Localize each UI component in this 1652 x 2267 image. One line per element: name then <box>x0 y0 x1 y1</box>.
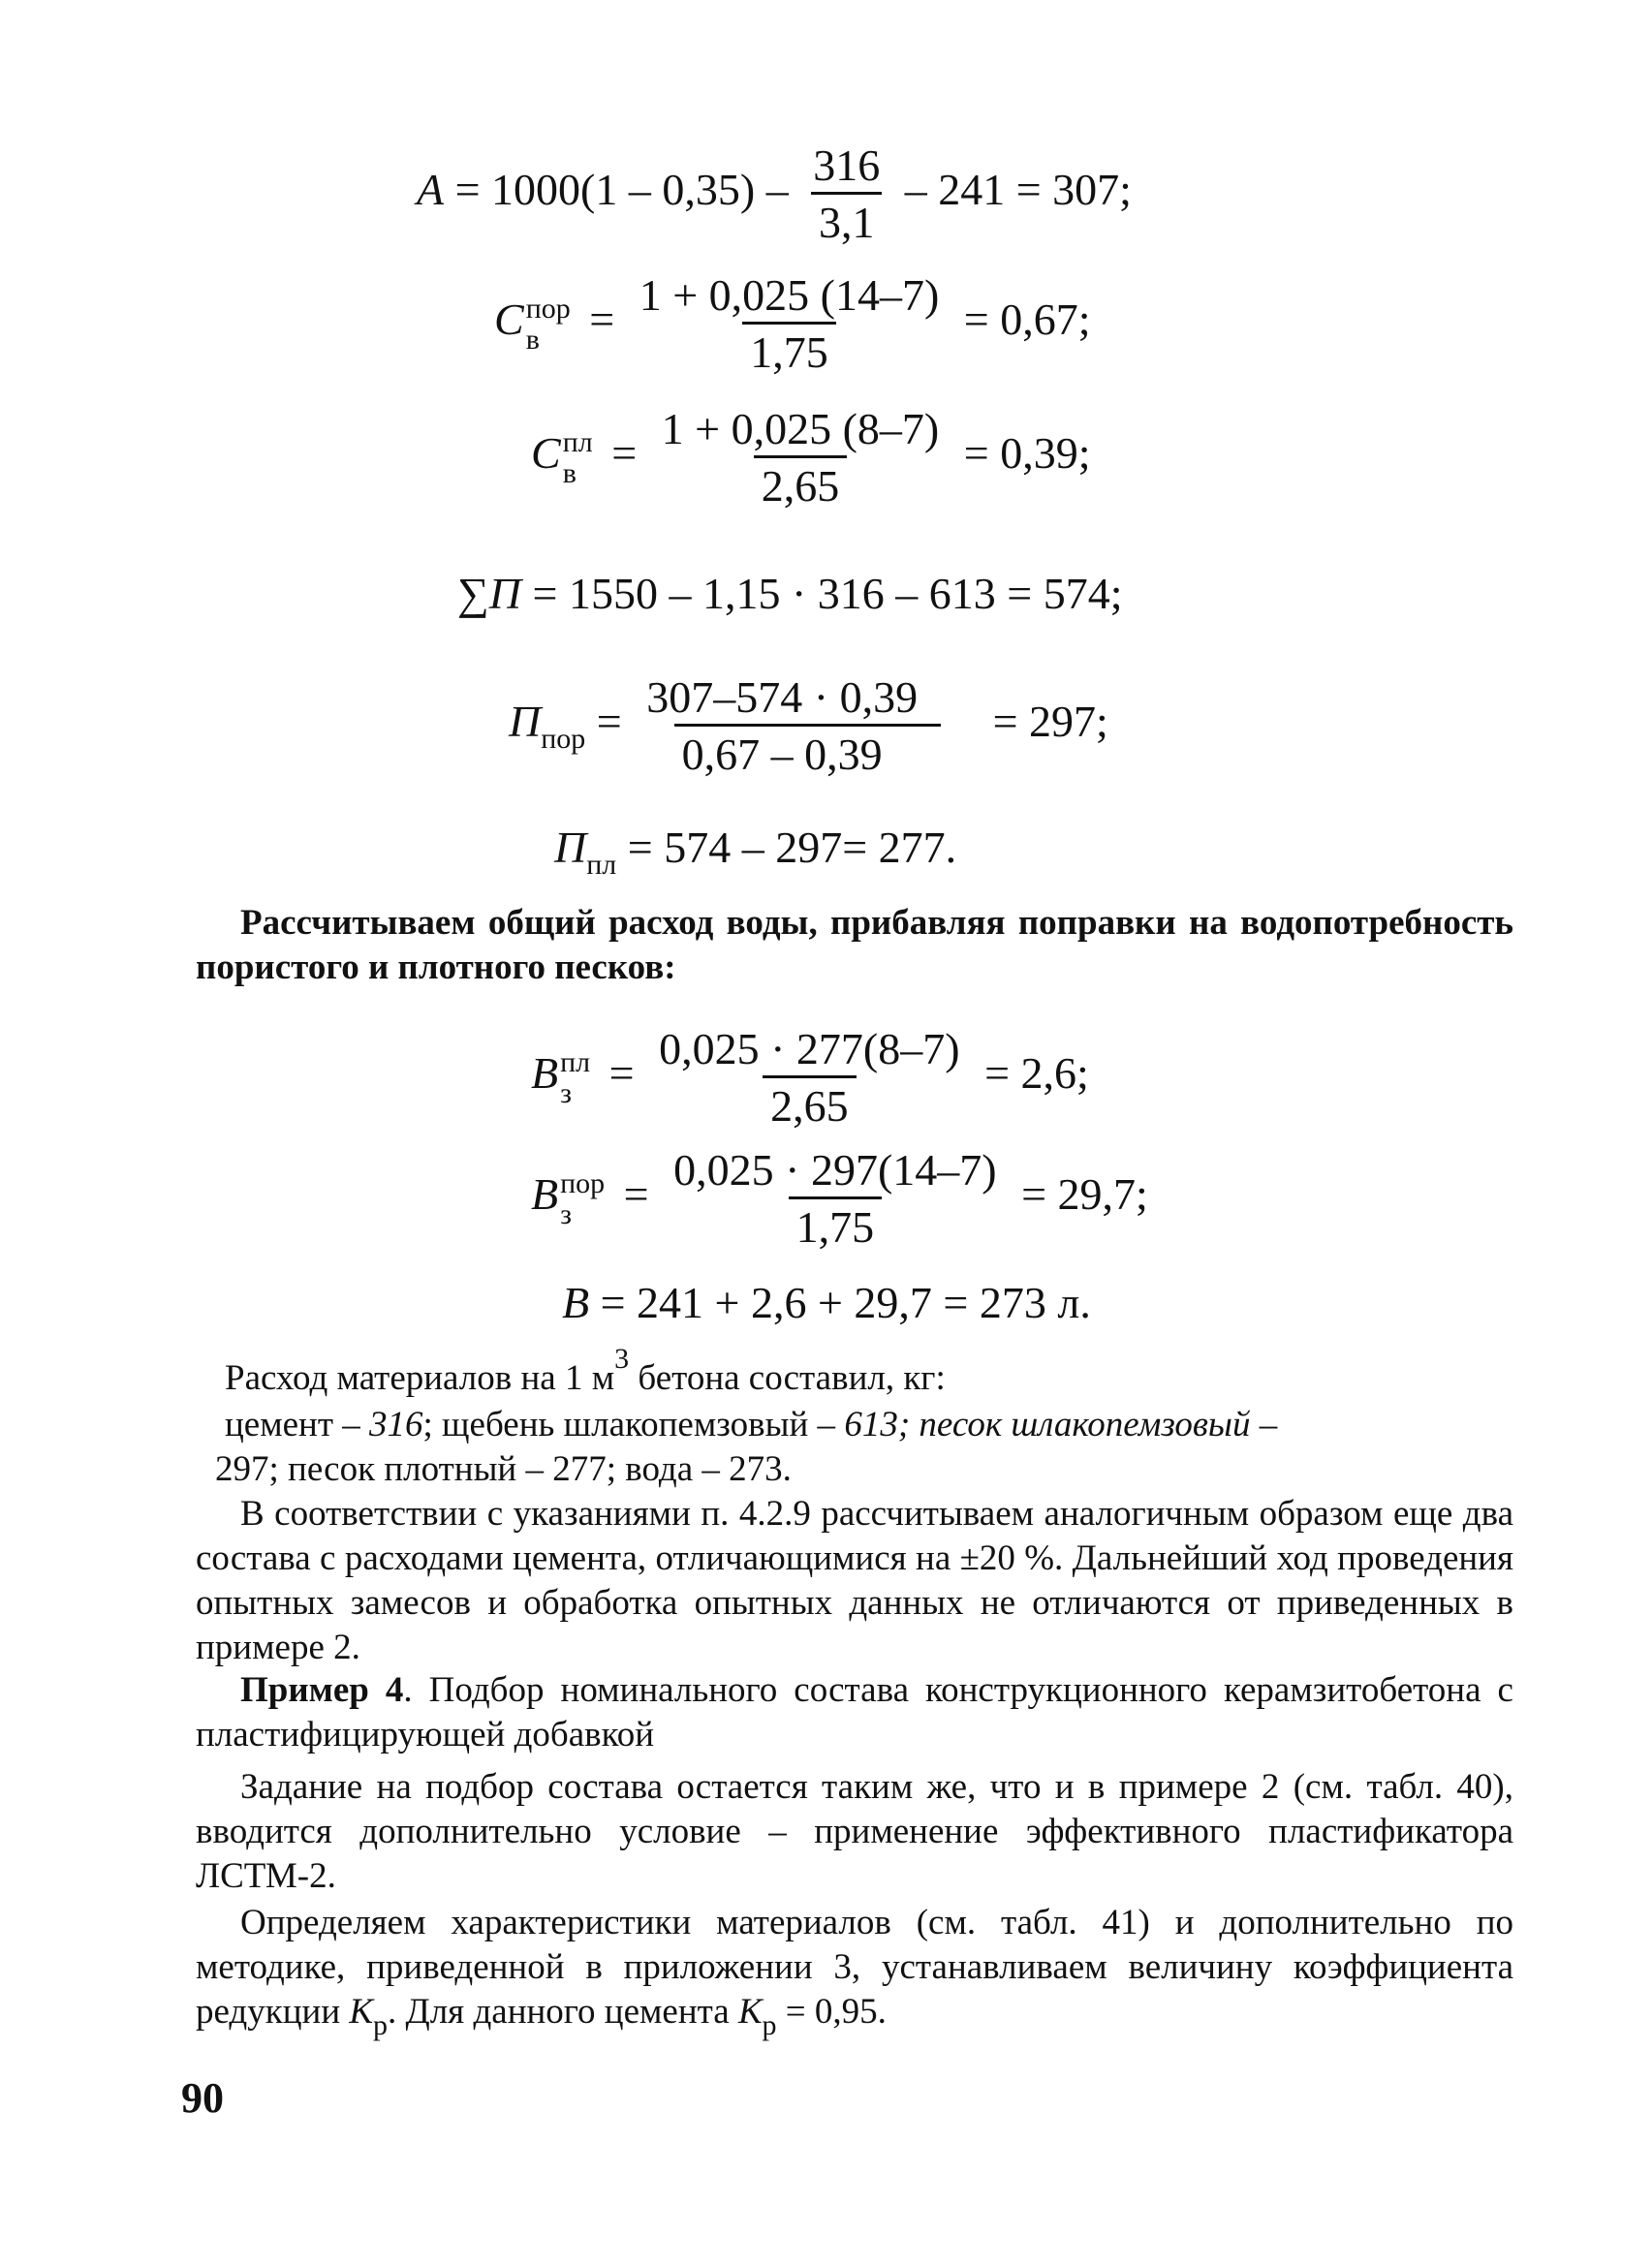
formula-b-total-expr: = 241 + 2,6 + 29,7 = 273 л. <box>600 1278 1091 1327</box>
result: = 297; <box>992 697 1108 747</box>
paragraph-reduction <box>196 1901 1513 2041</box>
subscript: з <box>560 1197 572 1230</box>
fraction-cv-por <box>632 270 948 377</box>
formula-p-pl-expr: = 574 – 297= 277. <box>627 823 957 872</box>
reduction-text-a: Определяем характеристики материалов (см. табл. 41) и дополнительно по методике, приведенной в приложении 3, устанавливаем величину коэффициента редукции <box>196 1903 1513 2032</box>
paragraph-water: Рассчитываем общий расход воды, прибавляя поправки на водопотребность пористого и плотного песков: <box>196 903 1513 987</box>
symbol-c: С <box>531 428 561 479</box>
sup-sub <box>560 1047 590 1108</box>
cement-label: цемент – <box>225 1405 370 1444</box>
example-title: . Подбор номинального состава конструкционного керамзитобетона с пластифицирующей добавкой <box>196 1670 1513 1755</box>
symbol-b: В <box>531 1048 559 1099</box>
superscript: пор <box>560 1167 606 1199</box>
symbol-c: С <box>494 295 524 345</box>
materials-intro-end: бетона составил, кг: <box>629 1358 946 1398</box>
materials-line3: 297; песок плотный – 277; вода – 273. <box>215 1449 792 1489</box>
subscript: в <box>562 456 577 489</box>
subscript: з <box>560 1076 572 1109</box>
equals: = <box>623 1169 649 1220</box>
denominator: 1,75 <box>789 1196 883 1250</box>
materials-line2 <box>196 1403 1513 1447</box>
formula-b-total <box>562 1278 1091 1327</box>
symbol-p: П <box>554 823 587 872</box>
subscript: в <box>525 323 540 356</box>
symbol-k: К <box>737 1992 763 2032</box>
numerator: 1 + 0,025 (8–7) <box>661 404 940 453</box>
symbol-b: В <box>531 1169 559 1220</box>
superscript: пор <box>525 293 571 325</box>
paragraph-materials <box>196 1343 1513 1492</box>
denominator: 1,75 <box>742 322 836 375</box>
formula-sum-p-expr: = 1550 – 1,15 · 316 – 613 = 574; <box>532 569 1123 618</box>
sup-sub <box>560 1168 605 1229</box>
example-label: Пример 4 <box>240 1670 404 1710</box>
subscript: р <box>762 2009 777 2041</box>
denominator: 3,1 <box>811 192 883 245</box>
sup-sub <box>563 427 593 488</box>
formula-sum-p <box>457 569 1123 618</box>
result: = 29,7; <box>1021 1169 1148 1220</box>
formula-b3-por <box>531 1145 1148 1252</box>
equals: = <box>589 295 615 345</box>
equals: = <box>608 1048 635 1099</box>
symbol-k: К <box>349 1992 373 2032</box>
denominator: 2,65 <box>754 455 848 509</box>
fraction-a <box>805 140 888 247</box>
fraction-p-por <box>639 672 976 779</box>
formula-a <box>417 140 1132 247</box>
fraction-cv-pl <box>654 404 948 511</box>
result: = 0,39; <box>963 428 1091 479</box>
paragraph-example-4 <box>196 1668 1513 1757</box>
formula-b3-pl <box>531 1024 1089 1131</box>
formula-a-expr2: – 241 = 307; <box>904 165 1132 215</box>
subscript: пор <box>541 723 586 756</box>
denominator: 2,65 <box>763 1075 857 1129</box>
numerator: 307–574 · 0,39 <box>646 672 919 722</box>
result: = 2,6; <box>984 1048 1089 1099</box>
sand-label: ; песок шлакопемзовый – <box>897 1405 1278 1444</box>
gravel-label: ; щебень шлакопемзовый – <box>422 1405 845 1444</box>
paragraph-compositions: В соответствии с указаниями п. 4.2.9 рассчитываем аналогичным образом еще два состава с расходами цемента, отличающимися на ±20 %. Дальнейший ход проведения опытных замесов и обработка опытных данных не отличаются от приведенных в примере 2. <box>196 1494 1513 1667</box>
numerator: 0,025 · 297(14–7) <box>673 1145 997 1195</box>
reduction-value: = 0,95. <box>776 1992 887 2032</box>
result: = 0,67; <box>963 295 1091 345</box>
denominator: 0,67 – 0,39 <box>674 724 941 777</box>
formula-p-por <box>509 672 1108 779</box>
cement-value: 316 <box>369 1405 423 1444</box>
gravel-value: 613 <box>844 1405 898 1444</box>
numerator: 1 + 0,025 (14–7) <box>639 270 940 320</box>
page-number: 90 <box>181 2074 224 2122</box>
paragraph-task: Задание на подбор состава остается таким же, что и в примере 2 (см. табл. 40), вводится дополнительно условие – применение эффективного пластификатора ЛСТМ-2. <box>196 1767 1513 1896</box>
fraction-b3-por <box>666 1145 1004 1252</box>
formula-cv-pl <box>531 404 1091 511</box>
formula-a-expr1: = 1000(1 – 0,35) – <box>454 165 789 215</box>
symbol-p: П <box>509 697 542 747</box>
superscript: пл <box>562 426 593 458</box>
superscript: пл <box>560 1046 591 1078</box>
symbol-a: А <box>417 165 445 215</box>
reduction-text-b: . Для данного цемента <box>387 1992 738 2032</box>
materials-line1 <box>196 1343 1513 1403</box>
formula-p-pl <box>554 823 957 881</box>
superscript: 3 <box>614 1343 630 1375</box>
subscript: пл <box>586 849 617 881</box>
fraction-b3-pl <box>651 1024 967 1131</box>
numerator: 316 <box>813 140 881 190</box>
subscript: р <box>372 2009 388 2041</box>
symbol-b: В <box>562 1278 590 1327</box>
equals: = <box>596 697 622 747</box>
symbol-sum-p: ∑П <box>457 569 522 618</box>
formula-cv-por <box>494 270 1091 377</box>
materials-intro: Расход материалов на 1 м <box>225 1358 615 1398</box>
numerator: 0,025 · 277(8–7) <box>659 1024 960 1073</box>
equals: = <box>611 428 638 479</box>
sup-sub <box>526 294 571 355</box>
